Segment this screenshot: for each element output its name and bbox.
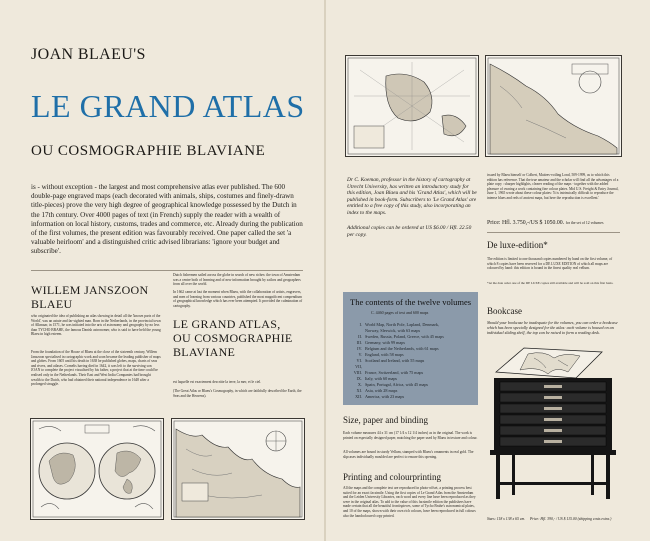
volume-row: XI. Asia, with 28 maps: [356, 388, 398, 393]
col2-paragraph-2: In 1662 came at last the moment when Blaeu, with the collaboration of artists, engravers, and men of learning from various countries, published the most magnificent compendium of geographical knowledge which has ever been attempted. It provided the culmination of cartography.: [173, 290, 303, 308]
volume-row: I. World Map, North Pole, Lapland, Denmark,: [359, 322, 439, 327]
willem-heading-line2: BLAEU: [31, 297, 73, 311]
volume-row: IX. Italy, with 60 maps: [356, 376, 398, 381]
volume-row: XII. America, with 23 maps: [355, 394, 405, 399]
size-heading: Size, paper and binding: [343, 415, 428, 425]
coastal-map-image: [171, 418, 305, 520]
volume-row: X. Spain, Portugal, Africa, with 45 maps: [357, 382, 429, 387]
grand-atlas-heading-line1: LE GRAND ATLAS,: [173, 317, 281, 331]
col2-paragraph-1: Dutch fishermen sailed across the globe in search of new riches: the town of Amsterdam was a centre both of learning and of new information brought by sailors and geographers from all over the world.: [173, 273, 301, 287]
volume-row: Norway, Sleswick, with 63 maps: [365, 328, 421, 333]
volume-row: VII, VIII. France, Switzerland, with 75 maps: [353, 364, 424, 375]
main-title: LE GRAND ATLAS: [31, 88, 305, 124]
set-price-value: Price: Hfl. 3.750,-/US $ 1050.00.: [487, 220, 565, 226]
deluxe-footnote: *At the date order one of the DE LUXE copies still available and will be sold on this first basis.: [487, 281, 614, 285]
set-price: [487, 220, 603, 226]
deluxe-heading: De luxe-edition*: [487, 240, 548, 250]
bookcase-heading: Bookcase: [487, 306, 522, 316]
set-price-note: for the set of 12 volumes: [565, 221, 604, 225]
willem-paragraph-1: who originated the idea of publishing an atlas showing in detail all the 'known parts of the World', was an astute and far-sighted man. Born in the Netherlands, in the provincial town of Alkmaar, in 1571, he was initiated into the arts of astronomy and geography by no less than TYCHO BRAHE, the famous Danish astronomer, who is said to have held the young Blaeu in high esteem.: [31, 314, 161, 337]
coastline-map-image: [485, 55, 622, 157]
bookcase-size: Sizes: 118 x 138 x 65 cm.: [487, 517, 526, 521]
size-text: Each volume measures 44 x 31 cm (17 1/4 x 12 1/4 inches) as in the original. The work is printed on especially designed paper, matching the paper used by Blaeu in texture and colour.: [343, 431, 478, 440]
world-map-image: [30, 418, 164, 520]
author-heading: JOAN BLAEU'S: [31, 46, 146, 63]
grand-atlas-heading-line3: BLAVIANE: [173, 345, 236, 359]
professor-order-note: Additional copies can be ordered at US $6.00 / Hfl. 22.50 per copy.: [347, 225, 472, 238]
grand-atlas-heading-line2: OU COSMOGRAPHIE: [173, 331, 293, 345]
printing-heading: Printing and colourprinting: [343, 472, 441, 482]
subtitle: OU COSMOGRAPHIE BLAVIANE: [31, 143, 266, 159]
col2-paragraph-3: est laquelle est exactement descritte la terre, la mer, et le ciel.: [173, 380, 262, 384]
col2-paragraph-4: (The Great Atlas or Blaeu's Cosmography, in which are faithfully described the Earth, the Seas and the Heavens).: [173, 389, 302, 398]
volume-row: V. England, with 58 maps: [358, 352, 404, 357]
printing-text: All the maps and the complete text are reproduced in photo-offset, a printing process best suited for an exact facsimile. Using the first copies of Le Grand Atlas from the Amsterdam and the Leiden University Libraries, each word and every line have been reproduced as they were in the original atlas. To add to the value of this facsimile edition the publishers have made certain that all the beautiful frontispieces, some of Tycho Brahe's astronomical plates, and 10 of the maps, shown with their own rich colours, have been reproduced in full colours also the handcoloured copy printed.: [343, 486, 476, 518]
deluxe-text: The edition is limited to one thousand copies numbered by hand on the first volume, of which 8 copies have been reserved for a DE LUXE EDITION of which all maps are coloured by hand: this edition is bound in the finest quality real vellum.: [487, 257, 613, 271]
center-fold: [324, 0, 326, 541]
contents-subtitle: C. 4460 pages of text and 600 maps: [371, 310, 429, 315]
contents-title: The contents of the twelve volumes: [350, 297, 472, 307]
divider: [487, 232, 620, 233]
willem-heading-line1: WILLEM JANSZOON: [31, 283, 149, 297]
bookcase-text: Should your bookcase be inadequate for the volumes, you can order a bookcase which has been specially designed for the atlas: each volume is housed on an individual sliding shelf, the top can be raised to form a reading desk.: [487, 320, 618, 336]
volume-list: [348, 322, 468, 400]
review-quote: issued by Blaeu himself or Colbert, Maitres-voiling Lond, 509-1999, as to which this edition has reference. That the true amateur and the scholar will find all the advantages of a plate copy : sharper highlights, clearer reading of the maps - together with the added pleasure of owning a work containing fine colour plates. Mid U.S. Freight & Entry Journal, June 1, 1965 wrote about these colour plates: 'It is intrinsically difficult to reproduce the intense blues and reds of ancient maps, but here the reproduction is excellent.': [487, 173, 619, 200]
bookcase-price: Price: Hfl. 390,- / US $ 115.00 (shipping costs extra.): [530, 517, 612, 521]
bookcase-image: [484, 342, 622, 514]
volume-row: III. Germany, with 99 maps: [356, 340, 405, 345]
divider: [31, 270, 303, 271]
volume-row: II. Sweden, Russia, Poland, Greece, with 45 maps: [358, 334, 444, 339]
willem-paragraph-2: From the foundation of the House of Blaeu at the close of the sixteenth century, Willem Janszoon specialised in cartographic work and soon became the leading publisher of maps and globes. From 1605 until his death in 1638 he published globes, maps, charts of seas and rivers, and atlases. Cornelis having died in 1642, it was left to the surviving son JOAN to complete the project visualised by his father, a project that at the time could be realised only in the Netherlands. Their East and West India Companies had brought wealth to the Dutch, who had obtained their national independence in 1648 after a prolonged struggle.: [31, 350, 161, 387]
sea-chart-image: [345, 55, 479, 157]
contents-box: [343, 292, 478, 405]
binding-text: All volumes are bound in sturdy Vellum, stamped with Blaeu's ornaments in real gold. The slipcases individually moulded are perfect to ensure this opening.: [343, 450, 474, 459]
volume-row: VI. Scotland and Ireland, with 55 maps: [356, 358, 425, 363]
intro-paragraph: is - without exception - the largest and most comprehensive atlas ever published. The 600 double-page engraved maps (each decorated with animals, ships, costumes and finely-drawn title-pieces) prove the very high degree of geographical knowledge possessed by the Dutch in the 17th century. Over 4000 pages of text (in French) supply the reader with a wealth of information on local history, customs, trades and commerce, etc. Already during the publication of the first volumes, the present edition was favourably received. One paper called the set 'a valuable heirloom' and a distinguished critic advised librarians: 'ignore your budget and subscribe'.: [31, 183, 303, 256]
professor-note: Dr C. Koeman, professor in the history of cartography at Utrecht University, has written an introductory study for this edition, Joan Blaeu and his 'Grand Atlas', which will be published in book-form. Subscribers to 'Le Grand Atlas' are entitled to a free copy of this study, also incorporating an index to the maps.: [347, 177, 477, 216]
volume-row: IV. Belgium and the Netherlands, with 61 maps: [357, 346, 439, 351]
